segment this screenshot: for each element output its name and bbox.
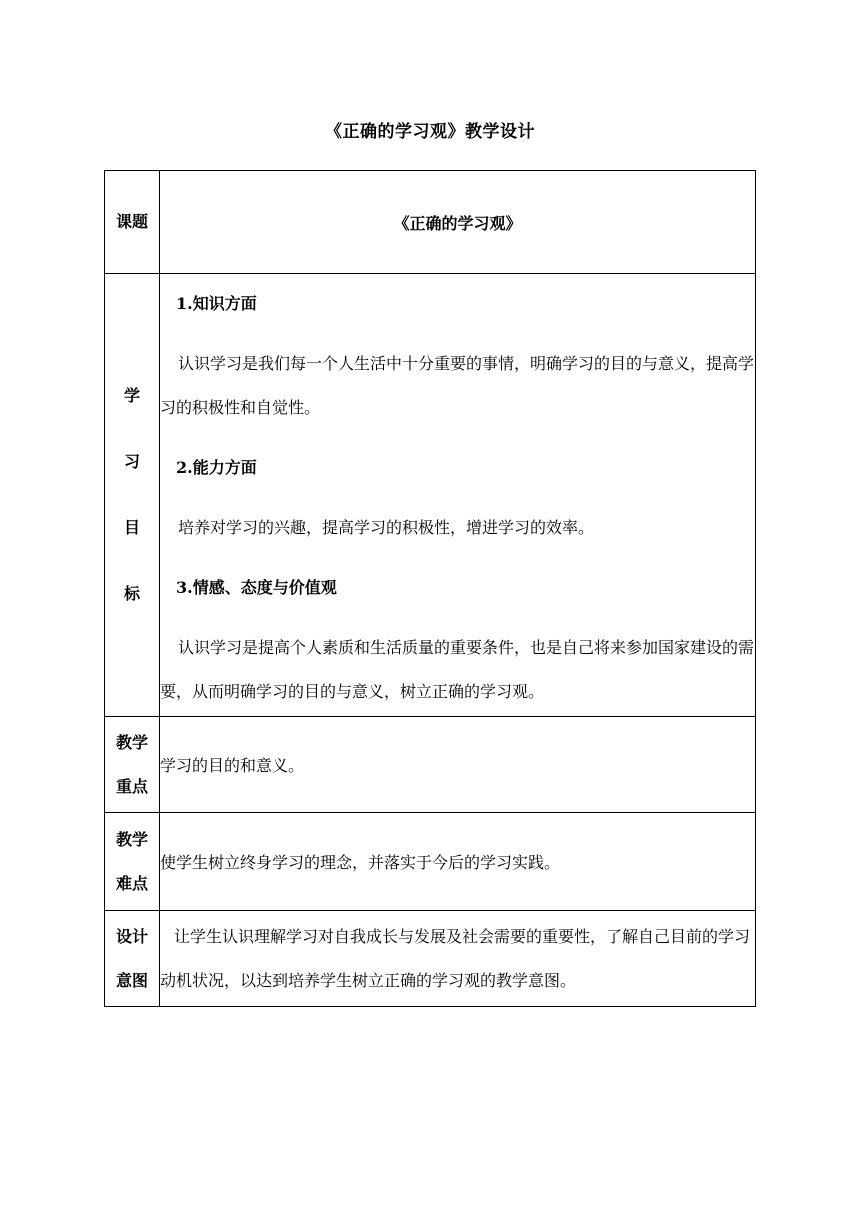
key-points-row — [105, 717, 756, 813]
goal-heading-knowledge: 1.知识方面 — [176, 294, 257, 313]
key-points-label — [105, 717, 160, 813]
difficulties-row — [105, 813, 756, 911]
goal-text-knowledge: 认识学习是我们每一个人生活中十分重要的事情，明确学习的目的与意义，提高学习的积极性和自觉性。 — [160, 354, 755, 417]
design-intent-label-line2: 意图 — [115, 970, 148, 990]
key-points-label-line1: 教学 — [115, 732, 148, 752]
goal-text-ability: 培养对学习的兴趣，提高学习的积极性，增进学习的效率。 — [178, 518, 595, 537]
goals-label — [105, 274, 160, 717]
goals-label-char: 目 — [123, 518, 140, 537]
design-intent-label-line1: 设计 — [115, 926, 148, 946]
goal-heading-attitude: 3.情感、态度与价值观 — [176, 578, 337, 597]
document-title: 《正确的学习观》教学设计 — [325, 122, 535, 142]
goal-text-attitude: 认识学习是提高个人素质和生活质量的重要条件，也是自己将来参加国家建设的需要，从而明确学习的目的与意义，树立正确的学习观。 — [160, 638, 755, 701]
design-intent-text: 让学生认识理解学习对自我成长与发展及社会需要的重要性，了解自己目前的学习动机状况，以达到培养学生树立正确的学习观的教学意图。 — [160, 926, 751, 990]
subject-label: 课题 — [105, 171, 160, 274]
key-points-label-line2: 重点 — [115, 776, 148, 796]
design-intent-label — [105, 911, 160, 1007]
design-intent-cell — [160, 911, 756, 1007]
difficulties-label-line1: 教学 — [115, 829, 148, 849]
goals-content — [160, 274, 756, 717]
difficulties-label-line2: 难点 — [115, 873, 148, 893]
key-points-text: 学习的目的和意义。 — [160, 717, 756, 813]
difficulties-label — [105, 813, 160, 911]
goals-label-char: 学 — [123, 386, 140, 405]
design-intent-row — [105, 911, 756, 1007]
subject-value: 《正确的学习观》 — [160, 171, 756, 274]
subject-row — [105, 171, 756, 274]
difficulties-text: 使学生树立终身学习的理念，并落实于今后的学习实践。 — [160, 813, 756, 911]
goals-row — [105, 274, 756, 717]
goal-heading-ability: 2.能力方面 — [176, 458, 257, 477]
goals-label-char: 标 — [123, 584, 140, 603]
lesson-plan-table — [104, 170, 756, 1007]
goals-label-char: 习 — [123, 452, 140, 471]
